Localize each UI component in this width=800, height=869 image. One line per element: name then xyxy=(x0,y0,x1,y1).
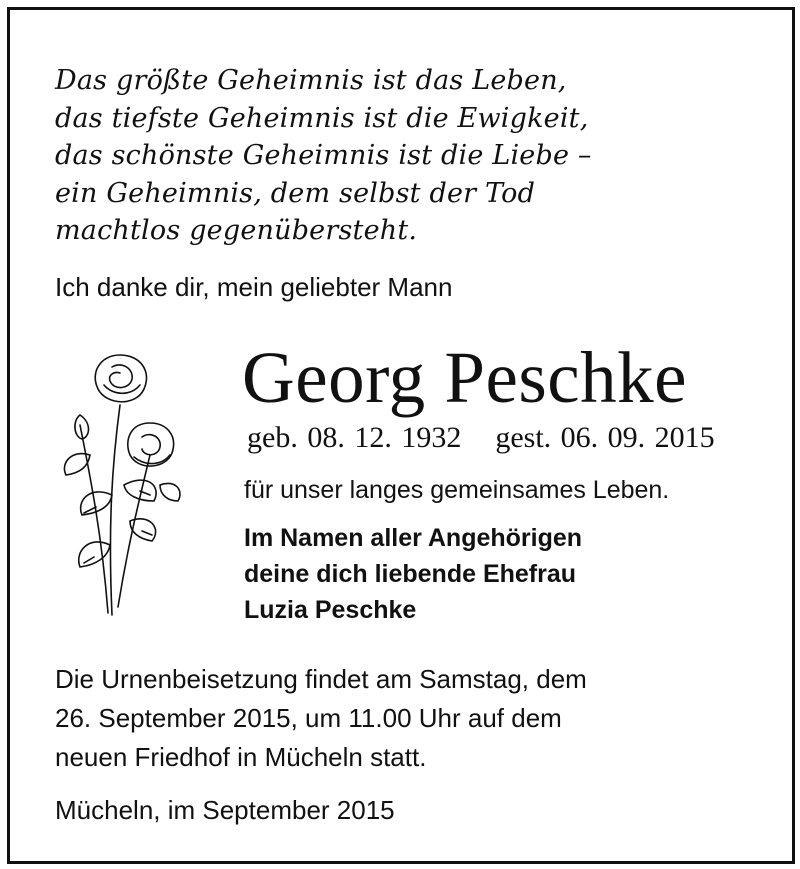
signer-line: deine dich liebende Ehefrau xyxy=(244,560,577,588)
thanks-line: Ich danke dir, mein geliebter Mann xyxy=(55,272,453,302)
signers xyxy=(244,520,582,628)
signer-line: Luzia Peschke xyxy=(244,596,417,624)
death-date: gest. 06. 09. 2015 xyxy=(495,421,715,454)
signer-line: Im Namen aller Angehörigen xyxy=(244,524,583,552)
funeral-line: 26. September 2015, um 11.00 Uhr auf dem xyxy=(55,703,562,733)
poem-line: Das größte Geheimnis ist das Leben, xyxy=(55,65,567,96)
together-line: für unser langes gemeinsames Leben. xyxy=(244,476,670,504)
roses-icon xyxy=(50,345,190,625)
poem xyxy=(55,62,592,250)
poem-line: ein Geheimnis, dem selbst der Tod xyxy=(55,177,536,209)
deceased-name: Georg Peschke xyxy=(242,337,688,418)
funeral-line: neuen Friedhof in Mücheln statt. xyxy=(55,742,427,772)
poem-line: das schönste Geheimnis ist die Liebe – xyxy=(55,140,592,171)
poem-line: das tiefste Geheimnis ist die Ewigkeit, xyxy=(55,102,589,134)
place-date: Mücheln, im September 2015 xyxy=(55,795,395,825)
obituary-notice xyxy=(7,7,795,864)
life-dates xyxy=(247,421,715,455)
birth-date: geb. 08. 12. 1932 xyxy=(247,421,462,454)
poem-line: machtlos gegenübersteht. xyxy=(55,215,418,246)
funeral-line: Die Urnenbeisetzung findet am Samstag, dem xyxy=(55,664,587,694)
funeral-notice xyxy=(55,660,587,777)
